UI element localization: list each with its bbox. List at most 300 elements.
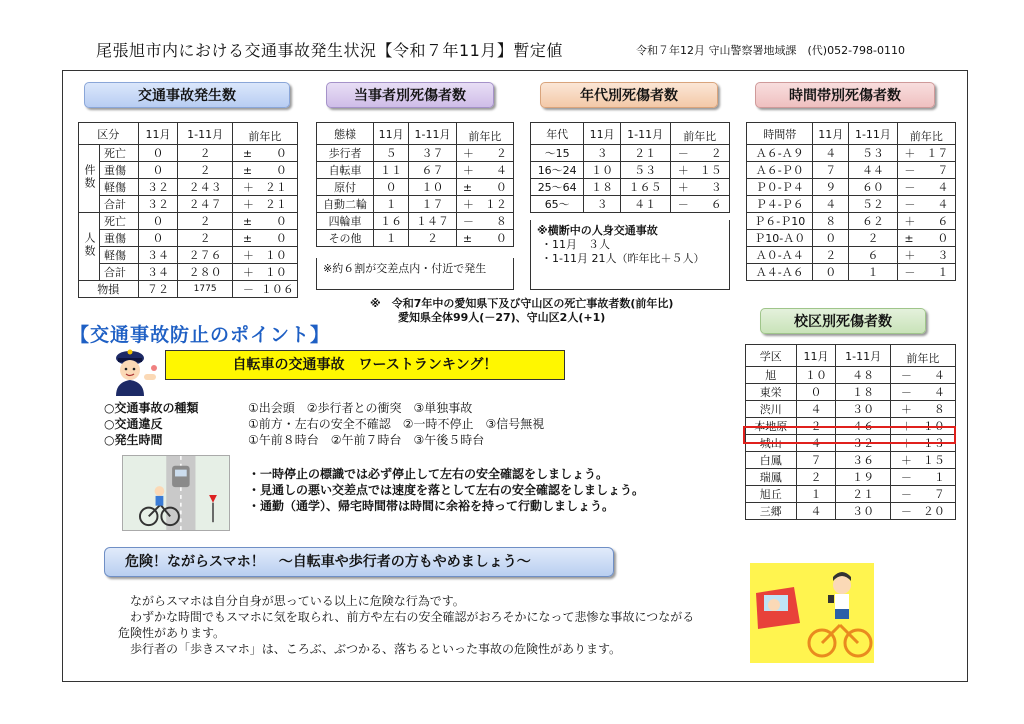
col-header: 区分 bbox=[79, 123, 139, 145]
row-label: 自転車 bbox=[317, 162, 374, 179]
police-officer-icon bbox=[108, 346, 160, 396]
cell-cum: ２ bbox=[178, 213, 232, 230]
cell-cum: ３２ bbox=[836, 435, 890, 452]
yoy-sign: ± bbox=[462, 232, 473, 245]
cell-m11: ０ bbox=[138, 213, 178, 230]
table-row bbox=[317, 230, 514, 247]
cell-m11: １ bbox=[374, 230, 409, 247]
row-label: 瑞鳳 bbox=[746, 469, 797, 486]
para-line: ながらスマホは自分自身が思っている以上に危険な行為です。 bbox=[130, 594, 465, 608]
cell-cum: ６７ bbox=[409, 162, 457, 179]
cell-m11: １ bbox=[796, 486, 836, 503]
cell-yoy bbox=[890, 401, 955, 418]
cell-cum: ５２ bbox=[849, 196, 898, 213]
cell-cum: ２ bbox=[178, 162, 232, 179]
para-line: 歩行者の「歩きスマホ」は、ころぶ、ぶつかる、落ちるといった事故の危険性があります。 bbox=[130, 642, 622, 656]
yoy-sign: ＋ bbox=[242, 198, 254, 211]
cell-m11: ９ bbox=[813, 179, 849, 196]
yoy-value: ３ bbox=[937, 249, 949, 262]
yoy-value: ４ bbox=[937, 198, 949, 211]
table-row bbox=[746, 469, 956, 486]
table-row bbox=[747, 230, 956, 247]
yoy-sign: － bbox=[900, 505, 912, 518]
cell-m11: １８ bbox=[584, 179, 620, 196]
cell-m11: １１ bbox=[374, 162, 409, 179]
cell-cum: ２ bbox=[409, 230, 457, 247]
bicycle-ranking-banner: 自転車の交通事故 ワーストランキング！ bbox=[165, 350, 565, 380]
row-label: 白鳳 bbox=[746, 452, 797, 469]
col-header: 1-11月 bbox=[849, 123, 898, 145]
cell-yoy bbox=[232, 179, 297, 196]
yoy-value: ２１ bbox=[264, 198, 287, 211]
yoy-value: ７ bbox=[933, 488, 945, 501]
row-label: Ａ４-Ａ６ bbox=[747, 264, 813, 281]
cell-m11: ４ bbox=[813, 145, 849, 162]
section-accidents: 交通事故発生数 bbox=[84, 82, 290, 108]
cell-cum: ４６ bbox=[836, 418, 890, 435]
col-header: 1-11月 bbox=[409, 123, 457, 145]
table-row bbox=[746, 401, 956, 418]
yoy-value: ２０ bbox=[922, 505, 945, 518]
cell-m11: ４ bbox=[813, 196, 849, 213]
cell-yoy bbox=[232, 247, 297, 264]
yoy-value: １０６ bbox=[260, 283, 294, 296]
section-school: 校区別死傷者数 bbox=[760, 308, 926, 334]
table-row bbox=[531, 196, 730, 213]
yoy-value: ３ bbox=[710, 181, 722, 194]
col-header: 11月 bbox=[374, 123, 409, 145]
time-table bbox=[746, 122, 956, 281]
table-row bbox=[79, 162, 298, 179]
row-label: 16～24 bbox=[531, 162, 584, 179]
table-row bbox=[746, 486, 956, 503]
row-label: 城山 bbox=[746, 435, 797, 452]
cell-yoy bbox=[456, 230, 513, 247]
yoy-sign: ＋ bbox=[904, 249, 916, 262]
row-label: Ａ６-Ｐ０ bbox=[747, 162, 813, 179]
para-line: わずかな時間でもスマホに気を取られ、前方や左右の安全確認がおろそかになって悲惨な事故につながる危険性があります。 bbox=[118, 610, 695, 640]
safety-bullet: ・一時停止の標識では必ず停止して左右の安全確認をしましょう。 bbox=[248, 467, 609, 481]
cell-cum: ２８０ bbox=[178, 264, 232, 281]
cell-cum: １４７ bbox=[409, 213, 457, 230]
cell-m11: ７ bbox=[813, 162, 849, 179]
type-key: ○交通事故の種類 bbox=[104, 401, 199, 415]
cell-m11: １ bbox=[374, 196, 409, 213]
row-label: Ｐ10-Ａ０ bbox=[747, 230, 813, 247]
smartphone-banner: 危険！ながらスマホ！ ～自転車や歩行者の方もやめましょう～ bbox=[104, 547, 614, 577]
cell-yoy bbox=[670, 179, 729, 196]
yoy-value: ２ bbox=[710, 147, 722, 160]
cell-cum: 1775 bbox=[178, 281, 232, 298]
section-age: 年代別死傷者数 bbox=[540, 82, 718, 108]
col-header: 前年比 bbox=[890, 345, 955, 367]
cell-yoy bbox=[232, 264, 297, 281]
cell-m11: ２ bbox=[796, 469, 836, 486]
yoy-value: １７ bbox=[926, 147, 949, 160]
cell-yoy bbox=[456, 162, 513, 179]
cell-cum: ６２ bbox=[849, 213, 898, 230]
cell-yoy bbox=[890, 367, 955, 384]
row-label: 歩行者 bbox=[317, 145, 374, 162]
issuer-info: 令和７年12月 守山警察署地域課 (代)052-798-0110 bbox=[636, 44, 905, 57]
cell-cum: ２７６ bbox=[178, 247, 232, 264]
table-row bbox=[747, 145, 956, 162]
notice-line: 愛知県全体99人(－27)、守山区2人(+1) bbox=[398, 311, 606, 324]
table-row bbox=[746, 452, 956, 469]
yoy-value: ０ bbox=[937, 232, 949, 245]
row-label: 65～ bbox=[531, 196, 584, 213]
row-label: 三郷 bbox=[746, 503, 797, 520]
yoy-value: ０ bbox=[275, 147, 287, 160]
cell-yoy bbox=[232, 196, 297, 213]
yoy-sign: － bbox=[900, 471, 912, 484]
accident-types bbox=[104, 400, 544, 448]
yoy-sign: ＋ bbox=[904, 147, 916, 160]
col-header: 前年比 bbox=[670, 123, 729, 145]
cell-m11: ０ bbox=[796, 384, 836, 401]
type-row bbox=[104, 416, 544, 432]
yoy-value: １ bbox=[937, 266, 949, 279]
table-row bbox=[531, 145, 730, 162]
yoy-value: ４ bbox=[495, 164, 507, 177]
cell-yoy bbox=[890, 452, 955, 469]
party-note: ※約６割が交差点内・付近で発生 bbox=[316, 258, 514, 290]
table-row bbox=[747, 213, 956, 230]
cell-cum: ３７ bbox=[409, 145, 457, 162]
cell-m11: ０ bbox=[374, 179, 409, 196]
col-header: 態様 bbox=[317, 123, 374, 145]
table-row bbox=[317, 162, 514, 179]
type-key: ○交通違反 bbox=[104, 417, 163, 431]
yoy-value: ８ bbox=[495, 215, 507, 228]
yoy-sign: ＋ bbox=[677, 181, 689, 194]
table-row bbox=[747, 247, 956, 264]
intersection-illustration bbox=[122, 455, 230, 531]
cell-m11: ３２ bbox=[138, 196, 178, 213]
row-label: 軽傷 bbox=[100, 247, 139, 264]
crossing-note bbox=[530, 220, 730, 290]
yoy-sign: － bbox=[242, 283, 254, 296]
cell-m11: ７ bbox=[796, 452, 836, 469]
group-label-text: 件数 bbox=[83, 164, 96, 190]
yoy-value: ４ bbox=[933, 386, 945, 399]
yoy-value: １５ bbox=[699, 164, 722, 177]
yoy-sign: ＋ bbox=[462, 147, 474, 160]
yoy-sign: － bbox=[904, 181, 916, 194]
table-row bbox=[746, 503, 956, 520]
yoy-sign: ± bbox=[904, 232, 914, 245]
yoy-sign: ＋ bbox=[462, 198, 474, 211]
table-row bbox=[317, 213, 514, 230]
cell-yoy bbox=[897, 145, 955, 162]
row-label: 25～64 bbox=[531, 179, 584, 196]
cell-yoy bbox=[670, 145, 729, 162]
cell-cum: ４１ bbox=[620, 196, 670, 213]
cell-cum: ２ bbox=[178, 145, 232, 162]
row-label: 渋川 bbox=[746, 401, 797, 418]
table-row bbox=[317, 179, 514, 196]
cell-yoy bbox=[897, 247, 955, 264]
row-label: 合計 bbox=[100, 196, 139, 213]
yoy-sign: ± bbox=[242, 164, 253, 177]
col-header: 前年比 bbox=[897, 123, 955, 145]
table-row bbox=[79, 230, 298, 247]
row-label: Ｐ０-Ｐ４ bbox=[747, 179, 813, 196]
cell-cum: ３０ bbox=[836, 503, 890, 520]
cell-yoy bbox=[897, 162, 955, 179]
yoy-value: １ bbox=[933, 471, 945, 484]
yoy-value: ０ bbox=[495, 232, 507, 245]
yoy-sign: ＋ bbox=[677, 164, 689, 177]
cell-m11: ４ bbox=[796, 401, 836, 418]
cell-cum: １ bbox=[849, 264, 898, 281]
table-row bbox=[747, 196, 956, 213]
cell-cum: ３６ bbox=[836, 452, 890, 469]
cell-m11: １０ bbox=[796, 367, 836, 384]
yoy-sign: ＋ bbox=[242, 249, 254, 262]
type-row bbox=[104, 432, 544, 448]
section-time: 時間帯別死傷者数 bbox=[755, 82, 935, 108]
cell-cum: ６ bbox=[849, 247, 898, 264]
yoy-value: ２１ bbox=[264, 181, 287, 194]
safety-bullet: ・通勤（通学）、帰宅時間帯は時間に余裕を持って行動しましょう。 bbox=[248, 499, 615, 513]
yoy-sign: － bbox=[462, 215, 474, 228]
cell-cum: ４４ bbox=[849, 162, 898, 179]
yoy-sign: ＋ bbox=[900, 420, 912, 433]
fatality-notice bbox=[370, 297, 673, 325]
table-row bbox=[79, 196, 298, 213]
cell-m11: ３ bbox=[584, 145, 620, 162]
cell-yoy bbox=[890, 486, 955, 503]
cell-cum: ２ bbox=[849, 230, 898, 247]
yoy-value: １５ bbox=[922, 454, 945, 467]
group-label-text: 人数 bbox=[83, 232, 96, 258]
safety-bullet: ・見通しの悪い交差点では速度を落として左右の安全確認をしましょう。 bbox=[248, 483, 645, 497]
cell-m11: ８ bbox=[813, 213, 849, 230]
cell-yoy bbox=[456, 196, 513, 213]
row-label: 合計 bbox=[100, 264, 139, 281]
yoy-sign: － bbox=[900, 488, 912, 501]
yoy-value: ８ bbox=[933, 403, 945, 416]
table-row bbox=[79, 247, 298, 264]
cell-m11: ５ bbox=[374, 145, 409, 162]
table-row bbox=[317, 196, 514, 213]
party-table bbox=[316, 122, 514, 247]
type-value: ①出会頭 ②歩行者との衝突 ③単独事故 bbox=[248, 401, 473, 415]
col-header: 1-11月 bbox=[178, 123, 232, 145]
row-label: 軽傷 bbox=[100, 179, 139, 196]
yoy-sign: ＋ bbox=[242, 266, 254, 279]
col-header: 1-11月 bbox=[620, 123, 670, 145]
page-title: 尾張旭市内における交通事故発生状況【令和７年11月】暫定値 bbox=[96, 41, 563, 60]
row-label: 重傷 bbox=[100, 230, 139, 247]
yoy-sign: ＋ bbox=[900, 403, 912, 416]
cell-m11: ３２ bbox=[138, 179, 178, 196]
cell-yoy bbox=[232, 162, 297, 179]
cell-cum: ２ bbox=[178, 230, 232, 247]
yoy-sign: － bbox=[904, 198, 916, 211]
cell-m11: ２ bbox=[796, 418, 836, 435]
col-header: 1-11月 bbox=[836, 345, 890, 367]
table-row bbox=[747, 162, 956, 179]
row-label: Ａ０-Ａ４ bbox=[747, 247, 813, 264]
crossing-note-title: ※横断中の人身交通事故 bbox=[537, 224, 658, 237]
col-header: 年代 bbox=[531, 123, 584, 145]
col-header: 時間帯 bbox=[747, 123, 813, 145]
cell-cum: １８ bbox=[836, 384, 890, 401]
table-row bbox=[531, 179, 730, 196]
yoy-value: ４ bbox=[937, 181, 949, 194]
col-header: 学区 bbox=[746, 345, 797, 367]
cell-yoy bbox=[232, 230, 297, 247]
type-row bbox=[104, 400, 544, 416]
yoy-sign: ＋ bbox=[462, 164, 474, 177]
yoy-value: ２ bbox=[495, 147, 507, 160]
table-row bbox=[79, 213, 298, 230]
row-label: 死亡 bbox=[100, 213, 139, 230]
row-label: その他 bbox=[317, 230, 374, 247]
yoy-sign: － bbox=[677, 198, 689, 211]
cell-cum: ２１ bbox=[620, 145, 670, 162]
cell-cum: ５３ bbox=[620, 162, 670, 179]
table-row bbox=[531, 162, 730, 179]
bicycle-smartphone-cartoon bbox=[750, 563, 874, 663]
yoy-sign: ± bbox=[462, 181, 473, 194]
yoy-value: １０ bbox=[264, 266, 287, 279]
yoy-value: ４ bbox=[933, 369, 945, 382]
cell-cum: １９ bbox=[836, 469, 890, 486]
crossing-note-line: ・1-11月 21人（昨年比＋５人） bbox=[541, 252, 705, 265]
table-row bbox=[79, 179, 298, 196]
cell-m11: ７２ bbox=[138, 281, 178, 298]
row-label: 旭 bbox=[746, 367, 797, 384]
group-label bbox=[79, 213, 100, 281]
table-row bbox=[747, 179, 956, 196]
cell-yoy bbox=[890, 469, 955, 486]
yoy-value: ６ bbox=[937, 215, 949, 228]
row-label: 原付 bbox=[317, 179, 374, 196]
col-header: 前年比 bbox=[456, 123, 513, 145]
row-label: 東栄 bbox=[746, 384, 797, 401]
yoy-sign: ＋ bbox=[900, 437, 912, 450]
cell-cum: ５３ bbox=[849, 145, 898, 162]
cell-m11: ３ bbox=[584, 196, 620, 213]
highlight-honjibara bbox=[743, 426, 956, 444]
cell-m11: １０ bbox=[584, 162, 620, 179]
type-value: ①午前８時台 ②午前７時台 ③午後５時台 bbox=[248, 433, 485, 447]
yoy-sign: ± bbox=[242, 232, 253, 245]
cell-cum: ４８ bbox=[836, 367, 890, 384]
cell-m11: ３４ bbox=[138, 264, 178, 281]
notice-line: ※ 令和7年中の愛知県下及び守山区の死亡事故者数(前年比) bbox=[370, 297, 674, 310]
table-row bbox=[79, 264, 298, 281]
safety-bullets bbox=[248, 466, 644, 514]
section-party: 当事者別死傷者数 bbox=[326, 82, 494, 108]
col-header: 11月 bbox=[138, 123, 178, 145]
yoy-sign: ＋ bbox=[242, 181, 254, 194]
table-row bbox=[746, 384, 956, 401]
yoy-value: １０ bbox=[264, 249, 287, 262]
yoy-sign: － bbox=[900, 386, 912, 399]
cell-cum: １０ bbox=[409, 179, 457, 196]
group-label bbox=[79, 145, 100, 213]
yoy-sign: － bbox=[900, 369, 912, 382]
yoy-sign: － bbox=[904, 266, 916, 279]
yoy-value: １０ bbox=[922, 420, 945, 433]
cell-m11: ２ bbox=[813, 247, 849, 264]
yoy-value: ０ bbox=[495, 181, 507, 194]
col-header: 11月 bbox=[796, 345, 836, 367]
row-label: 四輪車 bbox=[317, 213, 374, 230]
cell-yoy bbox=[890, 503, 955, 520]
cell-yoy bbox=[897, 230, 955, 247]
yoy-sign: － bbox=[677, 147, 689, 160]
cell-cum: ２４７ bbox=[178, 196, 232, 213]
cell-yoy bbox=[232, 213, 297, 230]
smartphone-paragraph bbox=[118, 593, 718, 657]
cell-cum: ２４３ bbox=[178, 179, 232, 196]
cell-m11: １６ bbox=[374, 213, 409, 230]
yoy-sign: ± bbox=[242, 215, 253, 228]
row-label: 重傷 bbox=[100, 162, 139, 179]
cell-yoy bbox=[890, 384, 955, 401]
cell-yoy bbox=[456, 145, 513, 162]
type-key: ○発生時間 bbox=[104, 433, 163, 447]
row-label: Ｐ４-Ｐ６ bbox=[747, 196, 813, 213]
cell-yoy bbox=[897, 179, 955, 196]
cell-yoy bbox=[897, 196, 955, 213]
cell-yoy bbox=[456, 213, 513, 230]
age-table bbox=[530, 122, 730, 213]
table-row bbox=[317, 145, 514, 162]
cell-yoy bbox=[897, 264, 955, 281]
cell-m11: ０ bbox=[138, 145, 178, 162]
cell-cum: １７ bbox=[409, 196, 457, 213]
table-row bbox=[746, 367, 956, 384]
yoy-sign: ＋ bbox=[900, 454, 912, 467]
cell-m11: ４ bbox=[796, 503, 836, 520]
row-label: 物損 bbox=[79, 281, 139, 298]
type-value: ①前方・左右の安全不確認 ②一時不停止 ③信号無視 bbox=[248, 417, 545, 431]
yoy-sign: － bbox=[904, 164, 916, 177]
yoy-value: ０ bbox=[275, 215, 287, 228]
row-label: 死亡 bbox=[100, 145, 139, 162]
col-header: 11月 bbox=[584, 123, 620, 145]
yoy-value: １２ bbox=[484, 198, 507, 211]
cell-m11: ３４ bbox=[138, 247, 178, 264]
yoy-sign: ＋ bbox=[904, 215, 916, 228]
row-label: 本地原 bbox=[746, 418, 797, 435]
points-title: 【交通事故防止のポイント】 bbox=[70, 324, 331, 346]
row-label: ～15 bbox=[531, 145, 584, 162]
row-label: Ａ６-Ａ９ bbox=[747, 145, 813, 162]
cell-yoy bbox=[232, 281, 297, 298]
col-header: 前年比 bbox=[232, 123, 297, 145]
yoy-value: ６ bbox=[710, 198, 722, 211]
cell-cum: １６５ bbox=[620, 179, 670, 196]
accidents-table bbox=[78, 122, 298, 298]
cell-cum: ６０ bbox=[849, 179, 898, 196]
row-label: Ｐ６-Ｐ10 bbox=[747, 213, 813, 230]
yoy-sign: ± bbox=[242, 147, 253, 160]
yoy-value: ０ bbox=[275, 232, 287, 245]
cell-yoy bbox=[232, 145, 297, 162]
cell-m11: ０ bbox=[138, 230, 178, 247]
cell-yoy bbox=[670, 196, 729, 213]
cell-m11: ０ bbox=[138, 162, 178, 179]
cell-m11: ０ bbox=[813, 230, 849, 247]
col-header: 11月 bbox=[813, 123, 849, 145]
